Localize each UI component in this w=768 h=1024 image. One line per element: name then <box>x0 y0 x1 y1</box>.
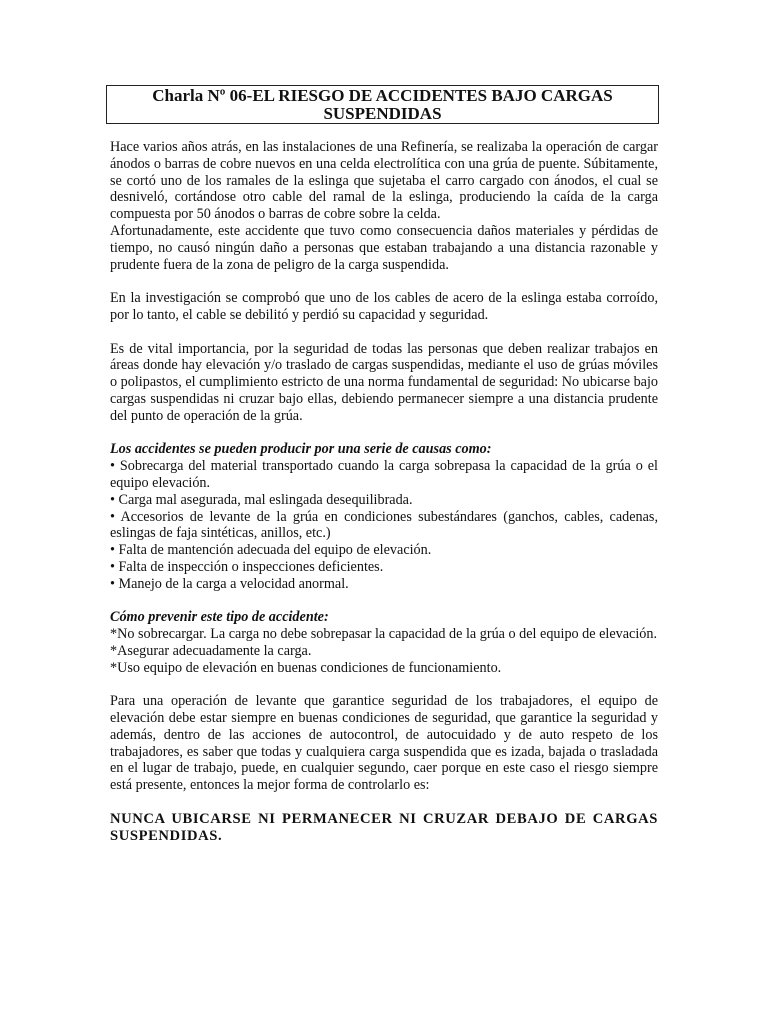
cause-item: • Accesorios de levante de la grúa en condiciones subestándares (ganchos, cables, cadenas, eslingas de faja sintéticas, anillos, etc.) <box>110 508 658 542</box>
title-line-1: Charla Nº 06-EL RIESGO DE ACCIDENTES BAJO CARGAS <box>152 86 613 105</box>
paragraph-incident: Hace varios años atrás, en las instalaciones de una Refinería, se realizaba la operación de cargar ánodos o barras de cobre nuevos en una celda electrolítica con una grúa de puente. Súbitamente, se cortó uno de los ramales de la eslinga que sujetaba el carro cargado con ánodos, el cual se desniveló, cortándose otro cable del ramal de la eslinga, produciendo la caída de la carga compuesta por 50 ánodos o barras de cobre sobre la celda. <box>110 139 658 223</box>
paragraph-operation: Para una operación de levante que garantice seguridad de los trabajadores, el equipo de elevación debe estar siempre en buenas condiciones de seguridad, que garantice la seguridad y además, dentro de las acciones de autocontrol, de autocuidado y de auto respeto de los trabajadores, es saber que todas y cualquiera carga suspendida que es izada, bajada o trasladada en el lugar de trabajo, puede, en cualquier segundo, caer porque en este caso el riesgo siempre está presente, entonces la mejor forma de controlarlo es: <box>110 693 658 794</box>
causes-heading: Los accidentes se pueden producir por una serie de causas como: <box>110 441 492 458</box>
document-title <box>106 85 659 124</box>
cause-item: • Carga mal asegurada, mal eslingada desequilibrada. <box>110 491 413 508</box>
prevention-item: *No sobrecargar. La carga no debe sobrepasar la capacidad de la grúa o del equipo de elevación. <box>110 626 658 643</box>
prevention-item: *Uso equipo de elevación en buenas condiciones de funcionamiento. <box>110 659 502 676</box>
paragraph-investigation: En la investigación se comprobó que uno de los cables de acero de la eslinga estaba corroído, por lo tanto, el cable se debilitó y perdió su capacidad y seguridad. <box>110 290 658 323</box>
document-body <box>110 139 658 844</box>
prevention-item: *Asegurar adecuadamente la carga. <box>110 642 312 659</box>
cause-item: • Falta de inspección o inspecciones deficientes. <box>110 558 384 575</box>
paragraph-consequences: Afortunadamente, este accidente que tuvo como consecuencia daños materiales y pérdidas de tiempo, no causó ningún daño a personas que estaban trabajando a una distancia razonable y prudente fuera de la zona de peligro de la carga suspendida. <box>110 222 658 273</box>
cause-item: • Manejo de la carga a velocidad anormal. <box>110 575 349 592</box>
cause-item: • Sobrecarga del material transportado cuando la carga sobrepasa la capacidad de la grúa o el equipo elevación. <box>110 458 658 491</box>
prevention-heading: Cómo prevenir este tipo de accidente: <box>110 609 329 626</box>
final-warning: NUNCA UBICARSE NI PERMANECER NI CRUZAR DEBAJO DE CARGAS SUSPENDIDAS. <box>110 810 658 844</box>
title-line-2: SUSPENDIDAS <box>323 104 442 123</box>
cause-item: • Falta de mantención adecuada del equipo de elevación. <box>110 542 432 559</box>
paragraph-importance: Es de vital importancia, por la seguridad de todas las personas que deben realizar trabajos en áreas donde hay elevación y/o traslado de cargas suspendidas, mediante el uso de grúas móviles o polipastos, el cumplimiento estricto de una norma fundamental de seguridad: No ubicarse bajo cargas suspendidas ni cruzar bajo ellas, debiendo permanecer siempre a una distancia prudente del punto de operación de la grúa. <box>110 340 658 424</box>
